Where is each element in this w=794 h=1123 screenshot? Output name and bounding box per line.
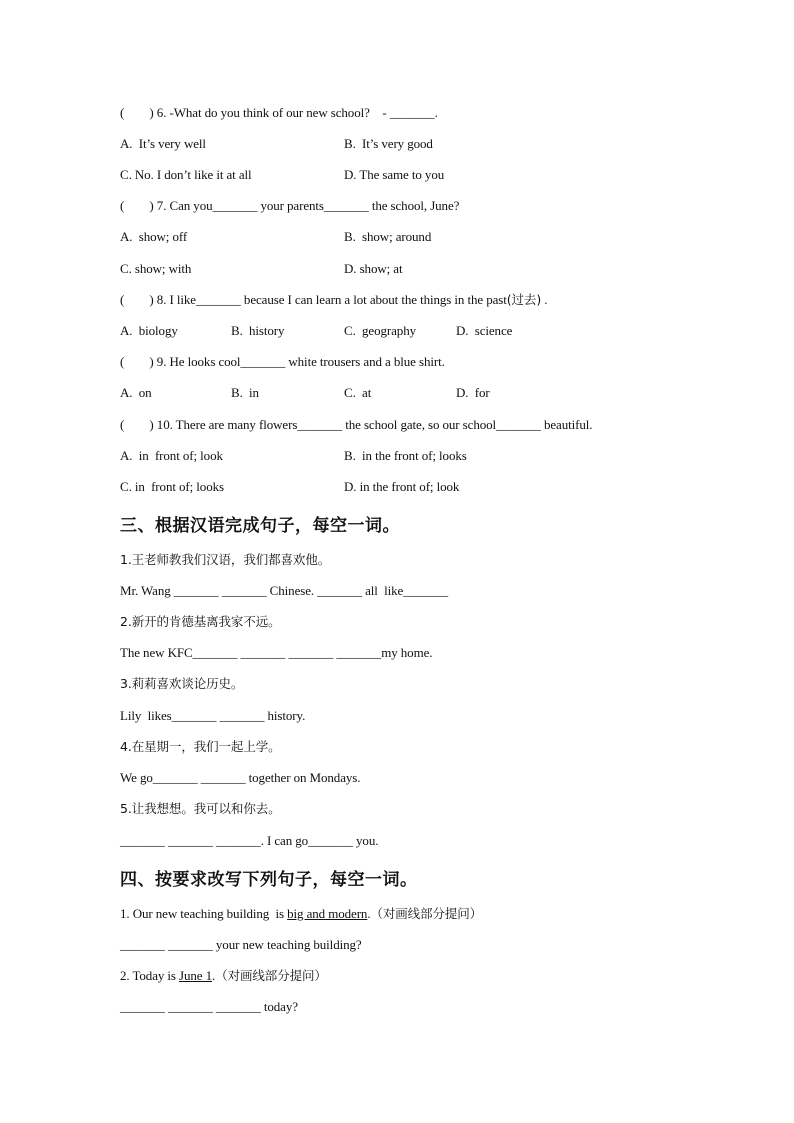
question-9-option-d: D. for: [456, 385, 490, 400]
section-4-item-1-suffix: .: [367, 906, 371, 921]
section-4-item-1-note: （对画线部分提问）: [370, 906, 483, 921]
section-4-item-1-prefix: 1. Our new teaching building is: [120, 906, 288, 921]
question-8-option-d: D. science: [456, 323, 513, 338]
question-8-stem-text: ( ) 8. I like_______ because I can learn a lot about the things in the past: [120, 292, 507, 307]
question-9-option-b: B. in: [231, 385, 259, 400]
question-10-option-c: C. in front of; looks: [120, 479, 224, 494]
question-8-stem-end: .: [541, 292, 548, 307]
section-4-item-2: [120, 968, 327, 984]
section-4-item-2-answer: _______ _______ _______ today?: [120, 999, 298, 1014]
question-6-option-a: A. It’s very well: [120, 136, 206, 151]
question-6-option-b: B. It’s very good: [344, 136, 433, 151]
section-3-item-4-english: We go_______ _______ together on Mondays.: [120, 770, 361, 785]
section-3-item-2-chinese: 2.新开的肯德基离我家不远。: [120, 614, 281, 629]
question-7-stem: ( ) 7. Can you_______ your parents_______ the school, June?: [120, 198, 460, 213]
question-8-stem-gloss: (过去): [506, 292, 542, 307]
section-4-item-2-prefix: 2. Today is: [120, 968, 180, 983]
section-4-item-2-suffix: .: [212, 968, 216, 983]
question-7-option-a: A. show; off: [120, 229, 188, 244]
section-3-item-2-english: The new KFC_______ _______ _______ _______my home.: [120, 645, 433, 660]
question-10-option-b: B. in the front of; looks: [344, 448, 467, 463]
question-6-option-c: C. No. I don’t like it at all: [120, 167, 252, 182]
section-3-item-3-chinese: 3.莉莉喜欢谈论历史。: [120, 676, 244, 691]
question-8-option-c: C. geography: [344, 323, 416, 338]
section-4-title: 四、按要求改写下列句子，每空一词。: [120, 870, 418, 890]
question-10-option-a: A. in front of; look: [120, 448, 223, 463]
question-10-option-d: D. in the front of; look: [344, 479, 460, 494]
question-8-stem: [120, 292, 547, 308]
question-9-option-c: C. at: [344, 385, 372, 400]
section-3-item-5-english: _______ _______ _______. I can go_______ you.: [120, 833, 379, 848]
question-8-option-b: B. history: [231, 323, 285, 338]
question-6-stem: ( ) 6. -What do you think of our new school? - _______.: [120, 105, 438, 120]
question-9-option-a: A. on: [120, 385, 152, 400]
section-3-item-5-chinese: 5.让我想想。我可以和你去。: [120, 801, 281, 816]
question-6-option-d: D. The same to you: [344, 167, 445, 182]
section-4-item-1-underlined: big and modern: [287, 906, 368, 921]
question-10-stem: ( ) 10. There are many flowers_______ the school gate, so our school_______ beautiful.: [120, 417, 593, 432]
question-7-option-b: B. show; around: [344, 229, 432, 244]
section-3-title: 三、根据汉语完成句子，每空一词。: [120, 516, 400, 536]
question-8-option-a: A. biology: [120, 323, 178, 338]
section-4-item-1-answer: _______ _______ your new teaching building?: [120, 937, 362, 952]
question-9-stem: ( ) 9. He looks cool_______ white trousers and a blue shirt.: [120, 354, 445, 369]
section-4-item-2-note: （对画线部分提问）: [215, 968, 327, 983]
question-7-option-d: D. show; at: [344, 261, 403, 276]
section-4-item-2-underlined: June 1: [179, 968, 213, 983]
section-4-item-1: [120, 906, 482, 922]
section-3-item-3-english: Lily likes_______ _______ history.: [120, 708, 306, 723]
section-3-item-1-chinese: 1.王老师教我们汉语，我们都喜欢他。: [120, 552, 331, 567]
question-7-option-c: C. show; with: [120, 261, 192, 276]
section-3-item-4-chinese: 4.在星期一，我们一起上学。: [120, 739, 281, 754]
section-3-item-1-english: Mr. Wang _______ _______ Chinese. _______ all like_______: [120, 583, 449, 598]
